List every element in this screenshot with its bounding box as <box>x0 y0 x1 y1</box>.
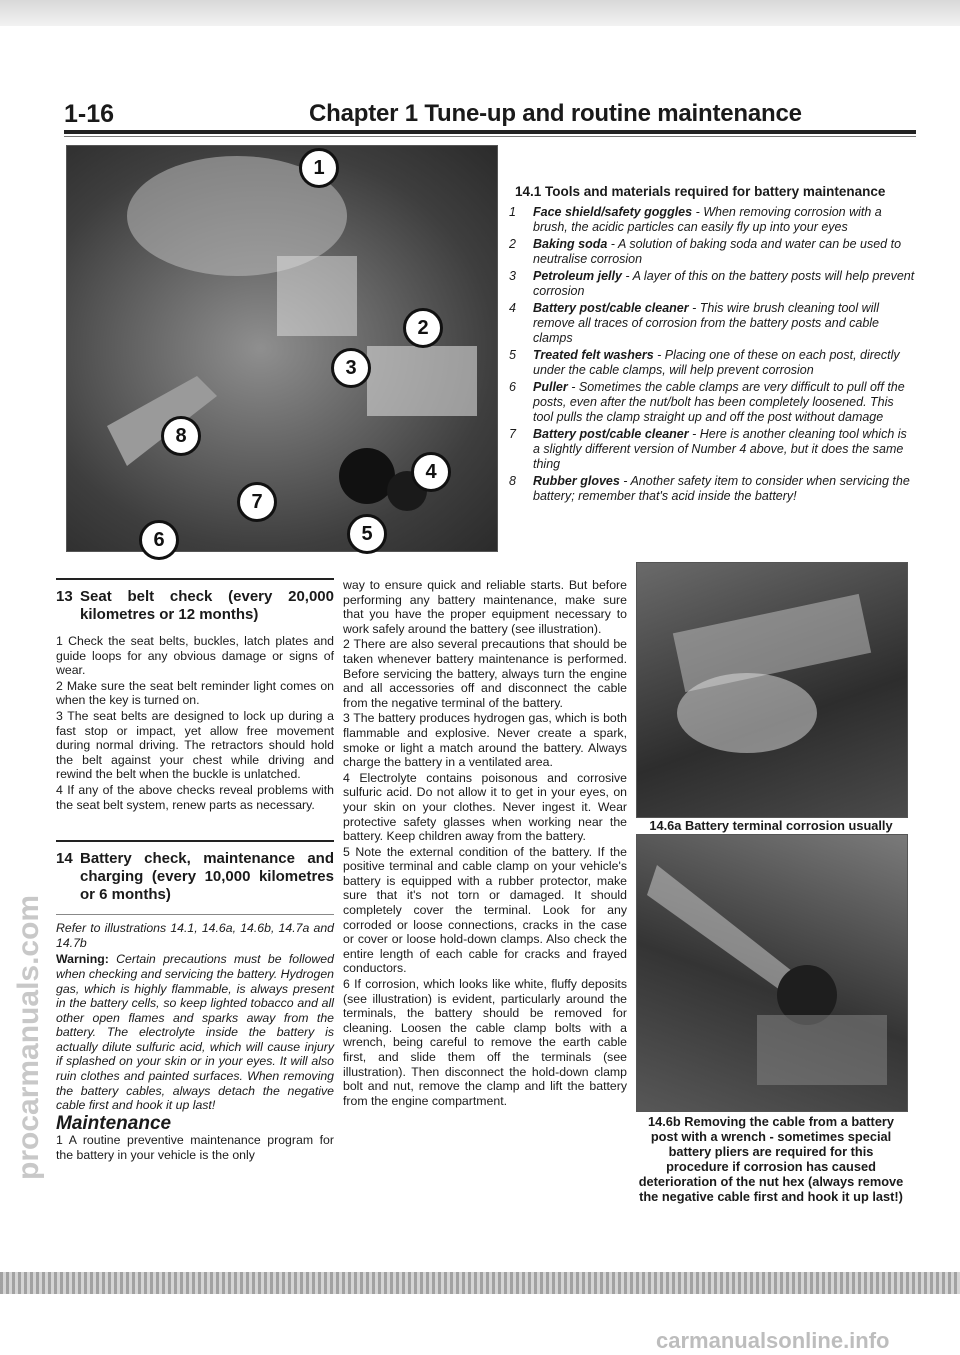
section-13-heading: 13 Seat belt check (every 20,000 kilometres or 12 months) <box>56 588 334 623</box>
section-rule <box>56 840 334 842</box>
paragraph: 6 If corrosion, which looks like white, fluffy deposits (see illustration) is evident, particularly around the terminals, the battery should be removed for cleaning. Loosen the cable clamp bolts with a wrench, being careful to remove the earth cable first, and slide them off the terminals (see illustration). Then disconnect the hold-down clamp bolt and nut, remove the clamp and lift the battery from the engine compartment. <box>343 977 627 1108</box>
caption-14-6b: 14.6b Removing the cable from a battery post with a wrench - sometimes special battery pliers are required for this procedure if corrosion has caused deterioration of the nut hex (always remove the negative cable first and hook it up last!) <box>638 1114 904 1204</box>
tools-caption-list <box>505 184 915 506</box>
callout-5: 5 <box>347 514 387 554</box>
sub-rule <box>56 914 334 915</box>
tool-item: 5 Treated felt washers - Placing one of these on each post, directly under the cable clamps, will help prevent corrosion <box>509 348 900 377</box>
paragraph: 1 A routine preventive maintenance program for the battery in your vehicle is the only <box>56 1133 334 1163</box>
bottom-watermark: carmanualsonline.info <box>656 1328 890 1353</box>
corrosion-photo <box>636 562 908 818</box>
left-column <box>56 578 334 1164</box>
side-watermark <box>8 560 48 1200</box>
section-14-heading: 14 Battery check, maintenance and charging (every 10,000 kilometres or 6 months) <box>56 850 334 904</box>
middle-column <box>343 578 627 1109</box>
paragraph: 3 The seat belts are designed to lock up during a fast stop or impact, yet allow free movement during normal driving. The retractors should hold the belt against your chest while driving and rewind the belt when the buckle is unlatched. <box>56 708 334 782</box>
cable-removal-photo <box>636 834 908 1112</box>
side-watermark-text: procarmanuals.com <box>12 894 45 1180</box>
tool-item: 2 Baking soda - A solution of baking soda and water can be used to neutralise corrosion <box>509 237 902 266</box>
tool-item: 3 Petroleum jelly - A layer of this on the battery posts will help prevent corrosion <box>509 269 915 298</box>
tool-item: 4 Battery post/cable cleaner - This wire brush cleaning tool will remove all traces of corrosion from the battery posts and cable clamps <box>509 301 879 345</box>
paragraph: 3 The battery produces hydrogen gas, which is both flammable and explosive. Never create a spark, smoke or light a match around the battery. Always charge the battery in a ventilated area. <box>343 711 627 770</box>
refer-illustrations: Refer to illustrations 14.1, 14.6a, 14.6b, 14.7a and 14.7b <box>56 921 334 950</box>
callout-2: 2 <box>403 308 443 348</box>
paragraph: 2 Make sure the seat belt reminder light comes on when the key is turned on. <box>56 678 334 708</box>
page-header <box>64 100 916 130</box>
callout-3: 3 <box>331 348 371 388</box>
tool-item: 1 Face shield/safety goggles - When removing corrosion with a brush, the acidic particles can easily fly up into your eyes <box>509 205 882 234</box>
tool-item: 6 Puller - Sometimes the cable clamps are very difficult to pull off the posts, even after the nut/bolt has been completely loosened. This tool pulls the clamp straight up and off the post without damage <box>509 380 905 424</box>
paragraph: way to ensure quick and reliable starts. But before performing any battery maintenance, make sure that you have the proper equipment necessary to work safely around the battery (see illustration). <box>343 578 627 636</box>
cable-removal-photo-shapes <box>637 835 907 1111</box>
header-rule-thin <box>64 136 916 137</box>
scan-edge-top <box>0 0 960 26</box>
callout-6: 6 <box>139 520 179 560</box>
paragraph: 2 There are also several precautions that should be taken whenever battery maintenance is performed. Before servicing the battery, always turn the engine and all accessories off and disconnect the cable from the negative terminal of the battery. <box>343 637 627 710</box>
caption-14-6a: 14.6a Battery terminal corrosion usually <box>649 818 893 833</box>
tool-item: 7 Battery post/cable cleaner - Here is another cleaning tool which is a slightly different version of Number 4 above, but it does the same thing <box>509 427 907 471</box>
callout-8: 8 <box>161 416 201 456</box>
callout-7: 7 <box>237 482 277 522</box>
tools-photo <box>66 145 498 552</box>
section-rule <box>56 578 334 580</box>
figure-caption-14-1: 14.1 Tools and materials required for battery maintenance <box>515 184 886 199</box>
paragraph: 4 Electrolyte contains poisonous and corrosive sulfuric acid. Do not allow it to get in your eyes, on your skin on your clothes. Never ingest it. Wear protective safety glasses when working near the battery. Keep children away from the battery. <box>343 770 627 844</box>
chapter-title: Chapter 1 Tune-up and routine maintenance <box>309 100 802 127</box>
header-rule <box>64 130 916 134</box>
paragraph: 4 If any of the above checks reveal problems with the seat belt system, renew parts as necessary. <box>56 782 334 812</box>
maintenance-heading: Maintenance <box>56 1112 172 1134</box>
scan-edge-bottom <box>0 1272 960 1294</box>
paragraph: 5 Note the external condition of the battery. If the positive terminal and cable clamp on your vehicle's battery is equipped with a rubber protector, make sure that it's not torn or damaged. It should completely cover the terminal. Look for any corroded or loose connections, cracks in the case or cover or loose hold-down clamps. Also check the entire length of each cable for cracks and frayed conductors. <box>343 844 627 976</box>
callout-1: 1 <box>299 148 339 188</box>
callout-4: 4 <box>411 452 451 492</box>
tool-item: 8 Rubber gloves - Another safety item to consider when servicing the battery; remember that's acid inside the battery! <box>509 474 910 503</box>
page-number: 1-16 <box>64 100 115 128</box>
paragraph: 1 Check the seat belts, buckles, latch plates and guide loops for any obvious damage or signs of wear. <box>56 634 334 678</box>
corrosion-photo-shapes <box>637 563 907 817</box>
warning: Warning: Certain precautions must be followed when checking and servicing the battery. Hydrogen gas, which is highly flammable, is always present in the battery cells, so keep lighted tobacco and all other open flames and sparks away from the battery. The electrolyte inside the battery is actually dilute sulfuric acid, which will cause injury if splashed on your skin or in your eyes. It will also ruin clothes and painted surfaces. When removing the battery cables, always detach the negative cable first and hook it up last! <box>56 952 334 1113</box>
